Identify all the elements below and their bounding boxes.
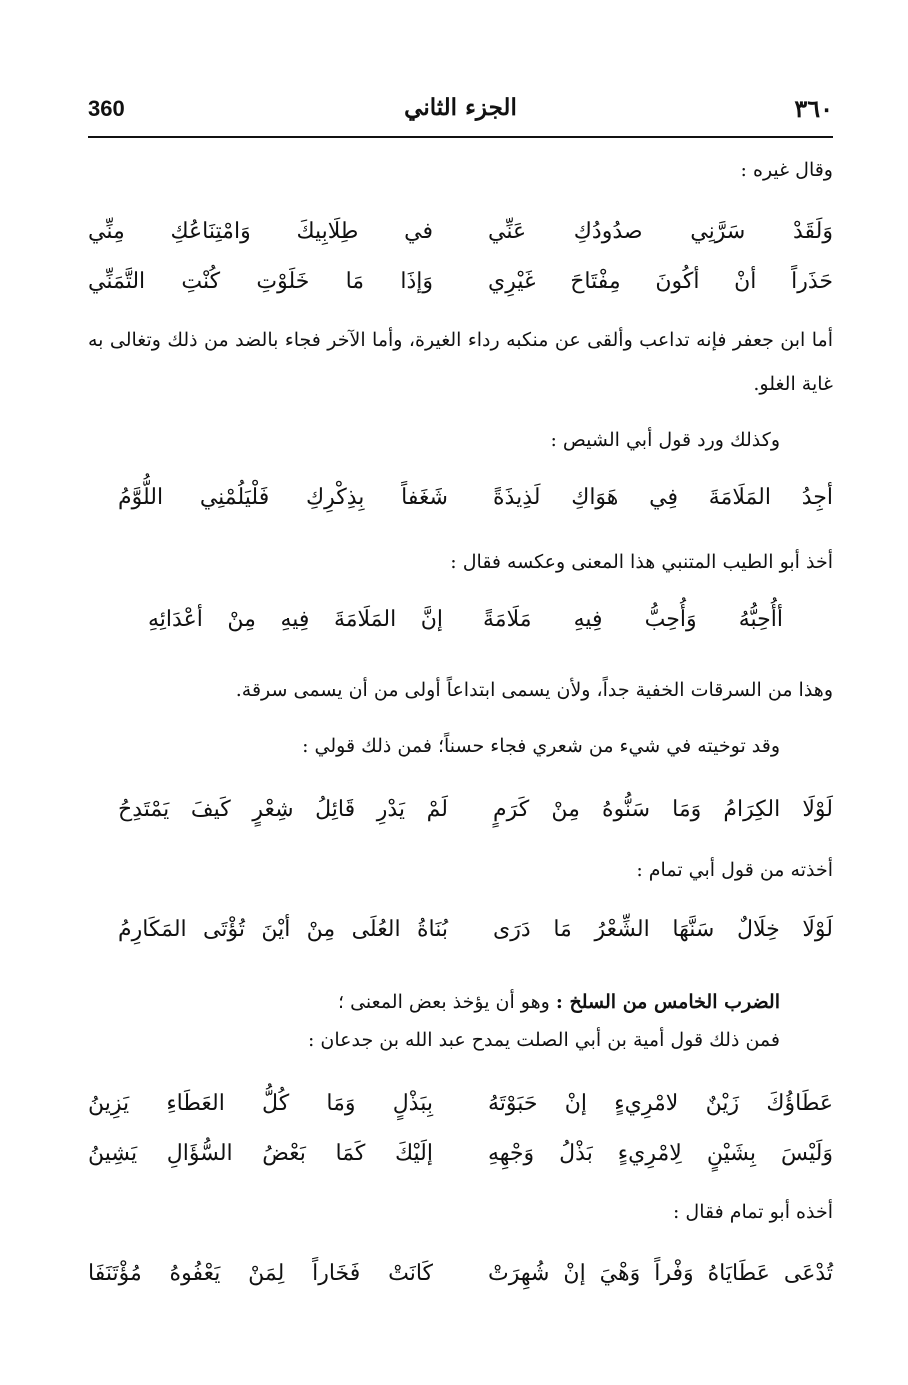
verse-first-hemistich: لَوْلَا خِلَالٌ سَنَّهَا الشِّعْرُ مَا دَرَى [493, 917, 833, 942]
paragraph: وهذا من السرقات الخفية جداً، ولأن يسمى ابتداعاً أولى من أن يسمى سرقة. [235, 679, 833, 701]
intro-line: أخذه أبو تمام فقال : [672, 1201, 833, 1223]
verse-second-hemistich: بِبَذْلٍ وَمَا كُلُّ العَطَاءِ يَزِينُ [88, 1091, 433, 1116]
verse-line [88, 1132, 833, 1176]
verse-first-hemistich: وَلَيْسَ بِشَيْنٍ لِامْرِيءٍ بَذْلُ وَجْهِهِ [488, 1141, 833, 1166]
intro-line: وكذلك ورد قول أبي الشيص : [550, 429, 780, 451]
verse-first-hemistich: لَوْلَا الكِرَامُ وَمَا سَنُّوهُ مِنْ كَرَمٍ [493, 797, 833, 822]
running-title: الجزء الثاني [404, 94, 517, 121]
intro-line: أخذته من قول أبي تمام : [636, 859, 833, 881]
verse-line [88, 788, 833, 832]
verse-line [88, 598, 833, 642]
verse-line [88, 908, 833, 952]
page-header [88, 94, 833, 130]
verse-second-hemistich: كَانَتْ فَخَاراً لِمَنْ يَعْفُوهُ مُؤْتَنَفَا [88, 1261, 433, 1286]
intro-line: وقال غيره : [740, 159, 833, 181]
verse-line [88, 260, 833, 304]
verse-first-hemistich: أجِدُ المَلَامَةَ فِي هَوَاكِ لَذِيذَةً [493, 485, 833, 510]
verse-second-hemistich: شَغَفاً بِذِكْرِكِ فَلْيَلُمْنِي اللُّوَّمُ [118, 485, 448, 510]
verse-first-hemistich: وَلَقَدْ سَرَّنِي صدُودُكِ عَنِّي [488, 219, 833, 244]
verse-second-hemistich: في طِلَابِيكَ وَامْتِنَاعُكِ مِنِّي [88, 219, 433, 244]
verse-second-hemistich: وَإذَا مَا خَلَوْتِ كُنْتِ التَّمَنِّي [88, 269, 433, 294]
verse-second-hemistich: إلَيْكَ كَمَا بَعْضُ السُّؤَالِ يَشِينُ [88, 1141, 433, 1166]
header-rule [88, 136, 833, 138]
verse-first-hemistich: عَطَاؤُكَ زَيْنٌ لامْرِيءٍ إنْ حَبَوْتَهُ [488, 1091, 833, 1116]
verse-line [88, 1082, 833, 1126]
verse-line [88, 1252, 833, 1296]
verse-line [88, 476, 833, 520]
page-number-latin: 360 [88, 96, 125, 121]
verse-second-hemistich: إنَّ المَلَامَةَ فِيهِ مِنْ أعْدَائِهِ [148, 607, 443, 632]
verse-first-hemistich: حَذَراً أنْ أكُونَ مِفْتَاحَ غَيْرِي [488, 269, 833, 294]
section-heading: الضرب الخامس من السلخ : [555, 991, 780, 1013]
intro-line: وقد توخيته في شيء من شعري فجاء حسناً؛ فمن ذلك قولي : [302, 735, 780, 757]
page-number-arabic: ٣٦٠ [794, 94, 833, 123]
verse-second-hemistich: بُنَاةُ العُلَى مِنْ أيْنَ تُؤْتَى المَكَارِمُ [118, 917, 448, 942]
section-text: وهو أن يؤخذ بعض المعنى ؛ [338, 991, 550, 1013]
verse-line [88, 210, 833, 254]
verse-second-hemistich: لَمْ يَدْرِ قَائِلُ شِعْرٍ كَيفَ يَمْتَدِحُ [118, 797, 448, 822]
paragraph: أما ابن جعفر فإنه تداعب وألقى عن منكبه رداء الغيرة، وأما الآخر فجاء بالضد من ذلك وتغالى به غاية الغلو. [88, 329, 833, 395]
verse-first-hemistich: تُدْعَى عَطَايَاهُ وَفْراً وَهْيَ إنْ شُهِرَتْ [488, 1261, 833, 1286]
verse-first-hemistich: أأُحِبُّهُ وَأُحِبُّ فِيهِ مَلَامَةً [483, 607, 783, 632]
intro-line: أخذ أبو الطيب المتنبي هذا المعنى وعكسه فقال : [450, 551, 833, 573]
intro-line: فمن ذلك قول أمية بن أبي الصلت يمدح عبد الله بن جدعان : [307, 1029, 780, 1051]
